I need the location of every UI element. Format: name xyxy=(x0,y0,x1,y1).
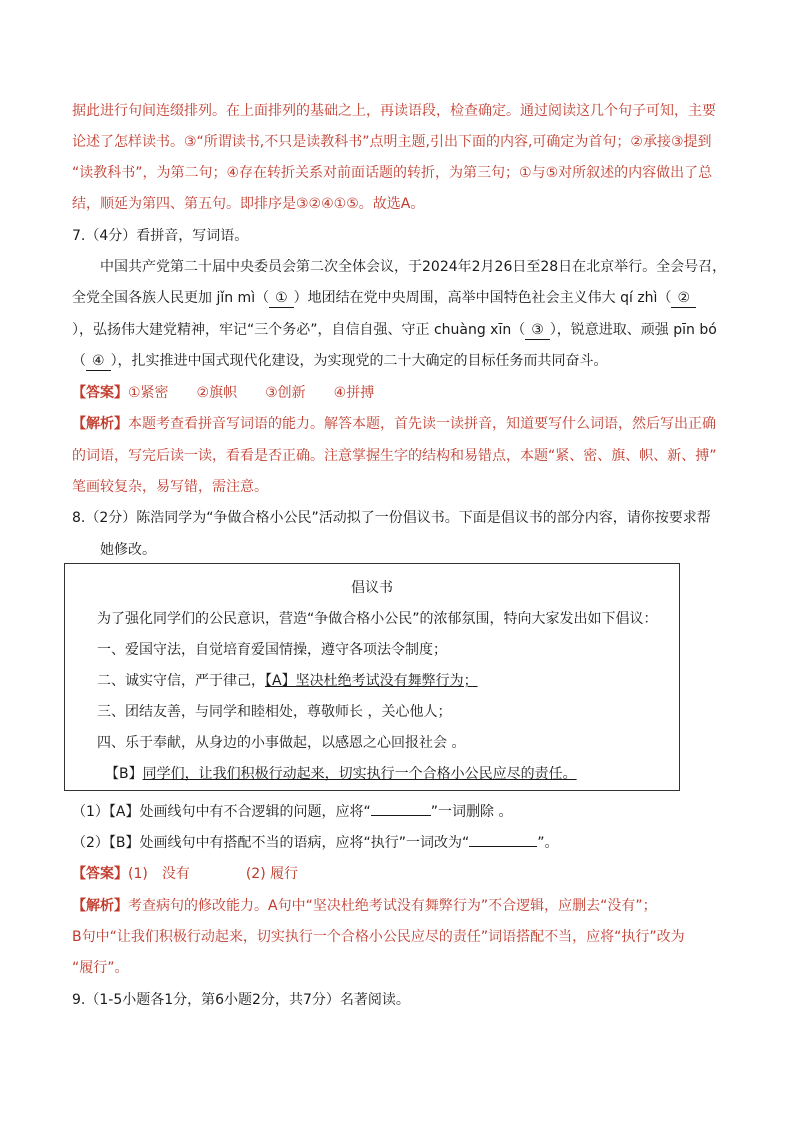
subquestion-text: ”。 xyxy=(537,835,559,851)
q9-header: 9.（1-5小题各1分，第6小题2分，共7分）名著阅读。 xyxy=(72,992,410,1008)
answer-blank-3[interactable]: ③ xyxy=(525,321,550,340)
underlined-sentence-b: 同学们，让我们积极行动起来，切实执行一个合格小公民应尽的责任。 xyxy=(142,766,577,782)
q7-analysis-line-2: 的词语，写完后读一读，看看是否正确。注意掌握生字的结构和易错点，本题“紧、密、旗、帜、新、搏” xyxy=(72,448,717,464)
q8-subquestion-1 xyxy=(72,802,512,822)
proposal-item-4: 四、乐于奉献，从身边的小事做起，以感恩之心回报社会 。 xyxy=(97,735,466,751)
subquestion-text: （2）【B】处画线句中有搭配不当的语病，应将“执行”一词改为“ xyxy=(72,835,470,851)
q8-header-line-2: 她修改。 xyxy=(100,542,156,558)
q8-answer xyxy=(72,864,298,884)
analysis-tag: 【解析】 xyxy=(72,898,128,914)
proposal-closing xyxy=(105,764,577,784)
q7-text: ），弘扬伟大建党精神，牢记“三个务必”，自信自强、守正 chuàng xīn（ xyxy=(72,322,526,338)
q7-passage-line-4 xyxy=(72,351,608,371)
proposal-title: 倡议书 xyxy=(351,580,393,596)
proposal-item-3: 三、团结友善，与同学和睦相处，尊敬师长 ，关心他人； xyxy=(97,704,452,720)
q7-text: ），扎实推进中国式现代化建设，为实现党的二十大确定的目标任务而共同奋斗。 xyxy=(110,353,608,369)
q8-header-line-1: 8.（2分）陈浩同学为“争做合格小公民”活动拟了一份倡议书。下面是倡议书的部分内容，请你按要求帮 xyxy=(72,510,711,526)
answer-tag: 【答案】 xyxy=(72,385,128,401)
q8-subquestion-2 xyxy=(72,833,559,853)
marker-b: 【B】 xyxy=(105,766,143,782)
fill-blank-2[interactable] xyxy=(469,846,537,847)
answer-blank-2[interactable]: ② xyxy=(671,289,696,308)
q6-analysis-line-1: 据此进行句间连缀排列。在上面排列的基础之上，再读语段，检查确定。通过阅读这几个句子可知，主要 xyxy=(72,103,716,119)
proposal-intro: 为了强化同学们的公民意识，营造“争做合格小公民”的浓郁氛围，特向大家发出如下倡议： xyxy=(97,611,658,627)
proposal-item-1: 一、爱国守法，自觉培育爱国情操，遵守各项法令制度； xyxy=(97,642,447,658)
proposal-text: 二、诚实守信，严于律己， xyxy=(97,673,265,689)
q8-analysis-line-3: “履行”。 xyxy=(72,960,129,976)
q7-answer xyxy=(72,383,374,403)
analysis-text: 考查病句的修改能力。A句中“坚决杜绝考试没有舞弊行为”不合逻辑，应删去“没有”； xyxy=(128,898,657,914)
underlined-sentence-a: 【A】坚决杜绝考试没有舞弊行为； xyxy=(265,673,478,689)
q6-analysis-line-2: 论述了怎样读书。③“所谓读书,不只是读教科书”点明主题,引出下面的内容,可确定为首句；②承接③提到 xyxy=(72,134,712,150)
proposal-box xyxy=(64,563,680,791)
q7-text: （ xyxy=(72,353,86,369)
q7-analysis-line-3: 笔画较复杂，易写错，需注意。 xyxy=(72,479,268,495)
q7-text: ）地团结在党中央周围，高举中国特色社会主义伟大 qí zhì（ xyxy=(293,290,672,306)
subquestion-text: ”一词删除 。 xyxy=(430,804,513,820)
q7-passage-line-2 xyxy=(72,288,696,308)
q6-analysis-line-3: “读教科书”，为第二句；④存在转折关系对前面话题的转折，为第三句；①与⑤对所叙述的内容做出了总 xyxy=(72,165,713,181)
q7-text: ），锐意进取、顽强 pīn bó xyxy=(549,322,717,338)
answer-blank-4[interactable]: ④ xyxy=(86,352,111,371)
fill-blank-1[interactable] xyxy=(371,815,431,816)
q7-text: 全党全国各族人民更加 jǐn mì（ xyxy=(72,290,270,306)
subquestion-text: （1）【A】处画线句中有不合逻辑的问题，应将“ xyxy=(72,804,371,820)
answer-text: (1) 没有 (2) 履行 xyxy=(128,866,299,882)
analysis-tag: 【解析】 xyxy=(72,416,128,432)
q6-analysis-line-4: 结，顺延为第四、第五句。即排序是③②④①⑤。故选A。 xyxy=(72,196,425,212)
answer-blank-1[interactable]: ① xyxy=(269,289,294,308)
q8-analysis-line-1 xyxy=(72,896,657,916)
q7-analysis-line-1 xyxy=(72,414,716,434)
q7-header: 7.（4分）看拼音，写词语。 xyxy=(72,228,249,244)
q8-analysis-line-2: B句中“让我们积极行动起来，切实执行一个合格小公民应尽的责任”词语搭配不当，应将“执行”改为 xyxy=(72,929,685,945)
analysis-text: 本题考查看拼音写词语的能力。解答本题，首先读一读拼音，知道要写什么词语，然后写出正确 xyxy=(128,416,716,432)
q7-passage-line-3 xyxy=(72,320,717,340)
answer-tag: 【答案】 xyxy=(72,866,128,882)
answer-text: ①紧密 ②旗帜 ③创新 ④拼搏 xyxy=(128,385,375,401)
q7-passage-line-1: 中国共产党第二十届中央委员会第二次全体会议，于2024年2月26日至28日在北京举行。全会号召， xyxy=(100,259,727,275)
proposal-item-2 xyxy=(97,671,478,691)
